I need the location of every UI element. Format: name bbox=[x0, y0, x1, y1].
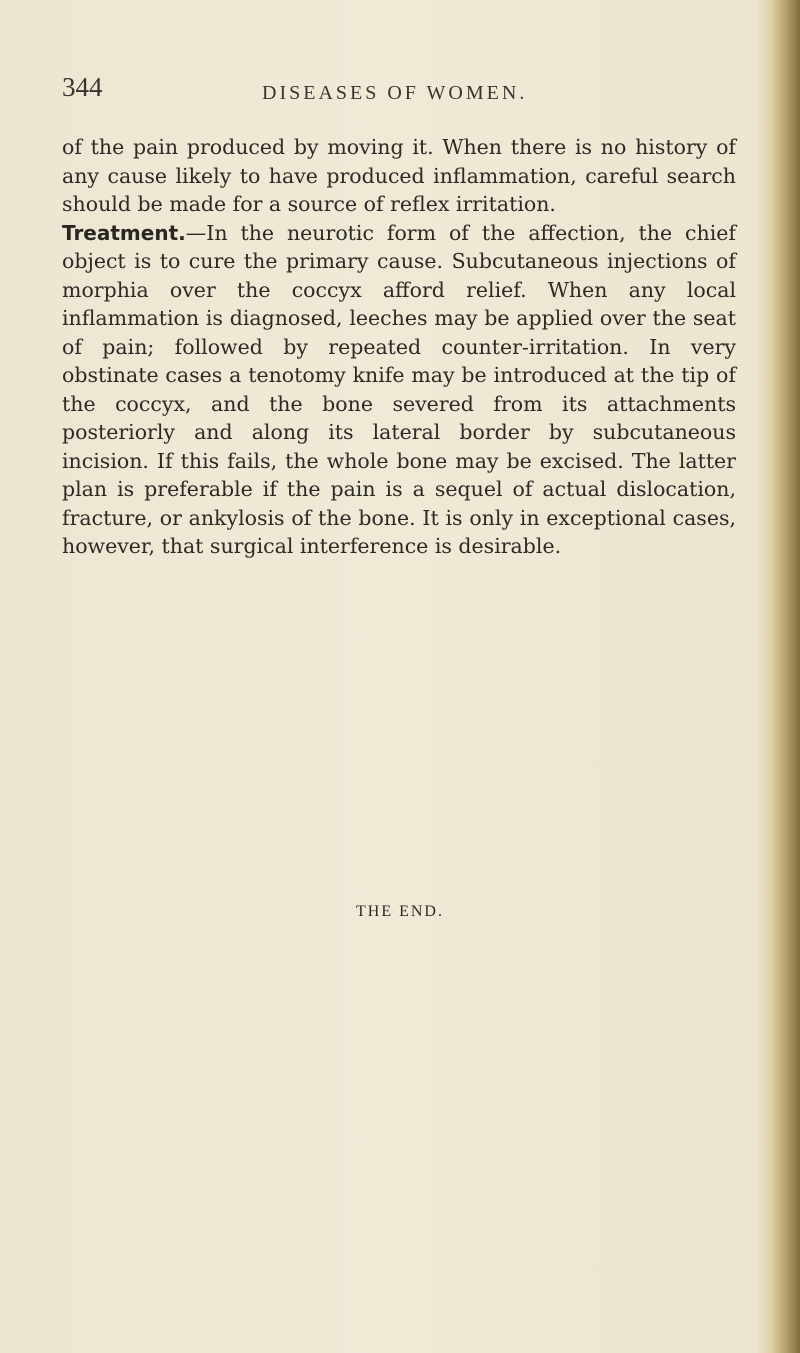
paragraph-treatment bbox=[62, 219, 736, 561]
running-title: DISEASES OF WOMEN. bbox=[262, 82, 528, 104]
running-head bbox=[62, 72, 722, 112]
page-binding-edge bbox=[756, 0, 800, 1353]
treatment-text: —In the neurotic form of the affection, the chief object is to cure the primary cause. Subcutaneous injections of morphia over the coccyx afford relief. When any local inflammation is diagnosed, leeches may be applied over the seat of pain; followed by repeated counter-irritation. In very obstinate cases a tenotomy knife may be introduced at the tip of the coccyx, and the bone severed from its attachments posteriorly and along its lateral border by subcutaneous incision. If this fails, the whole bone may be excised. The latter plan is preferable if the pain is a sequel of actual dislocation, fracture, or ankylosis of the bone. It is only in exceptional cases, however, that surgical interference is desirable. bbox=[62, 220, 736, 558]
paragraph-continuation: of the pain produced by moving it. When there is no history of any cause likely to have produced inflammation, careful search should be made for a source of reflex irritation. bbox=[62, 135, 736, 216]
page-number: 344 bbox=[62, 72, 103, 102]
the-end: THE END. bbox=[356, 903, 444, 920]
treatment-heading: Treatment. bbox=[62, 220, 186, 245]
body-text bbox=[62, 133, 736, 561]
